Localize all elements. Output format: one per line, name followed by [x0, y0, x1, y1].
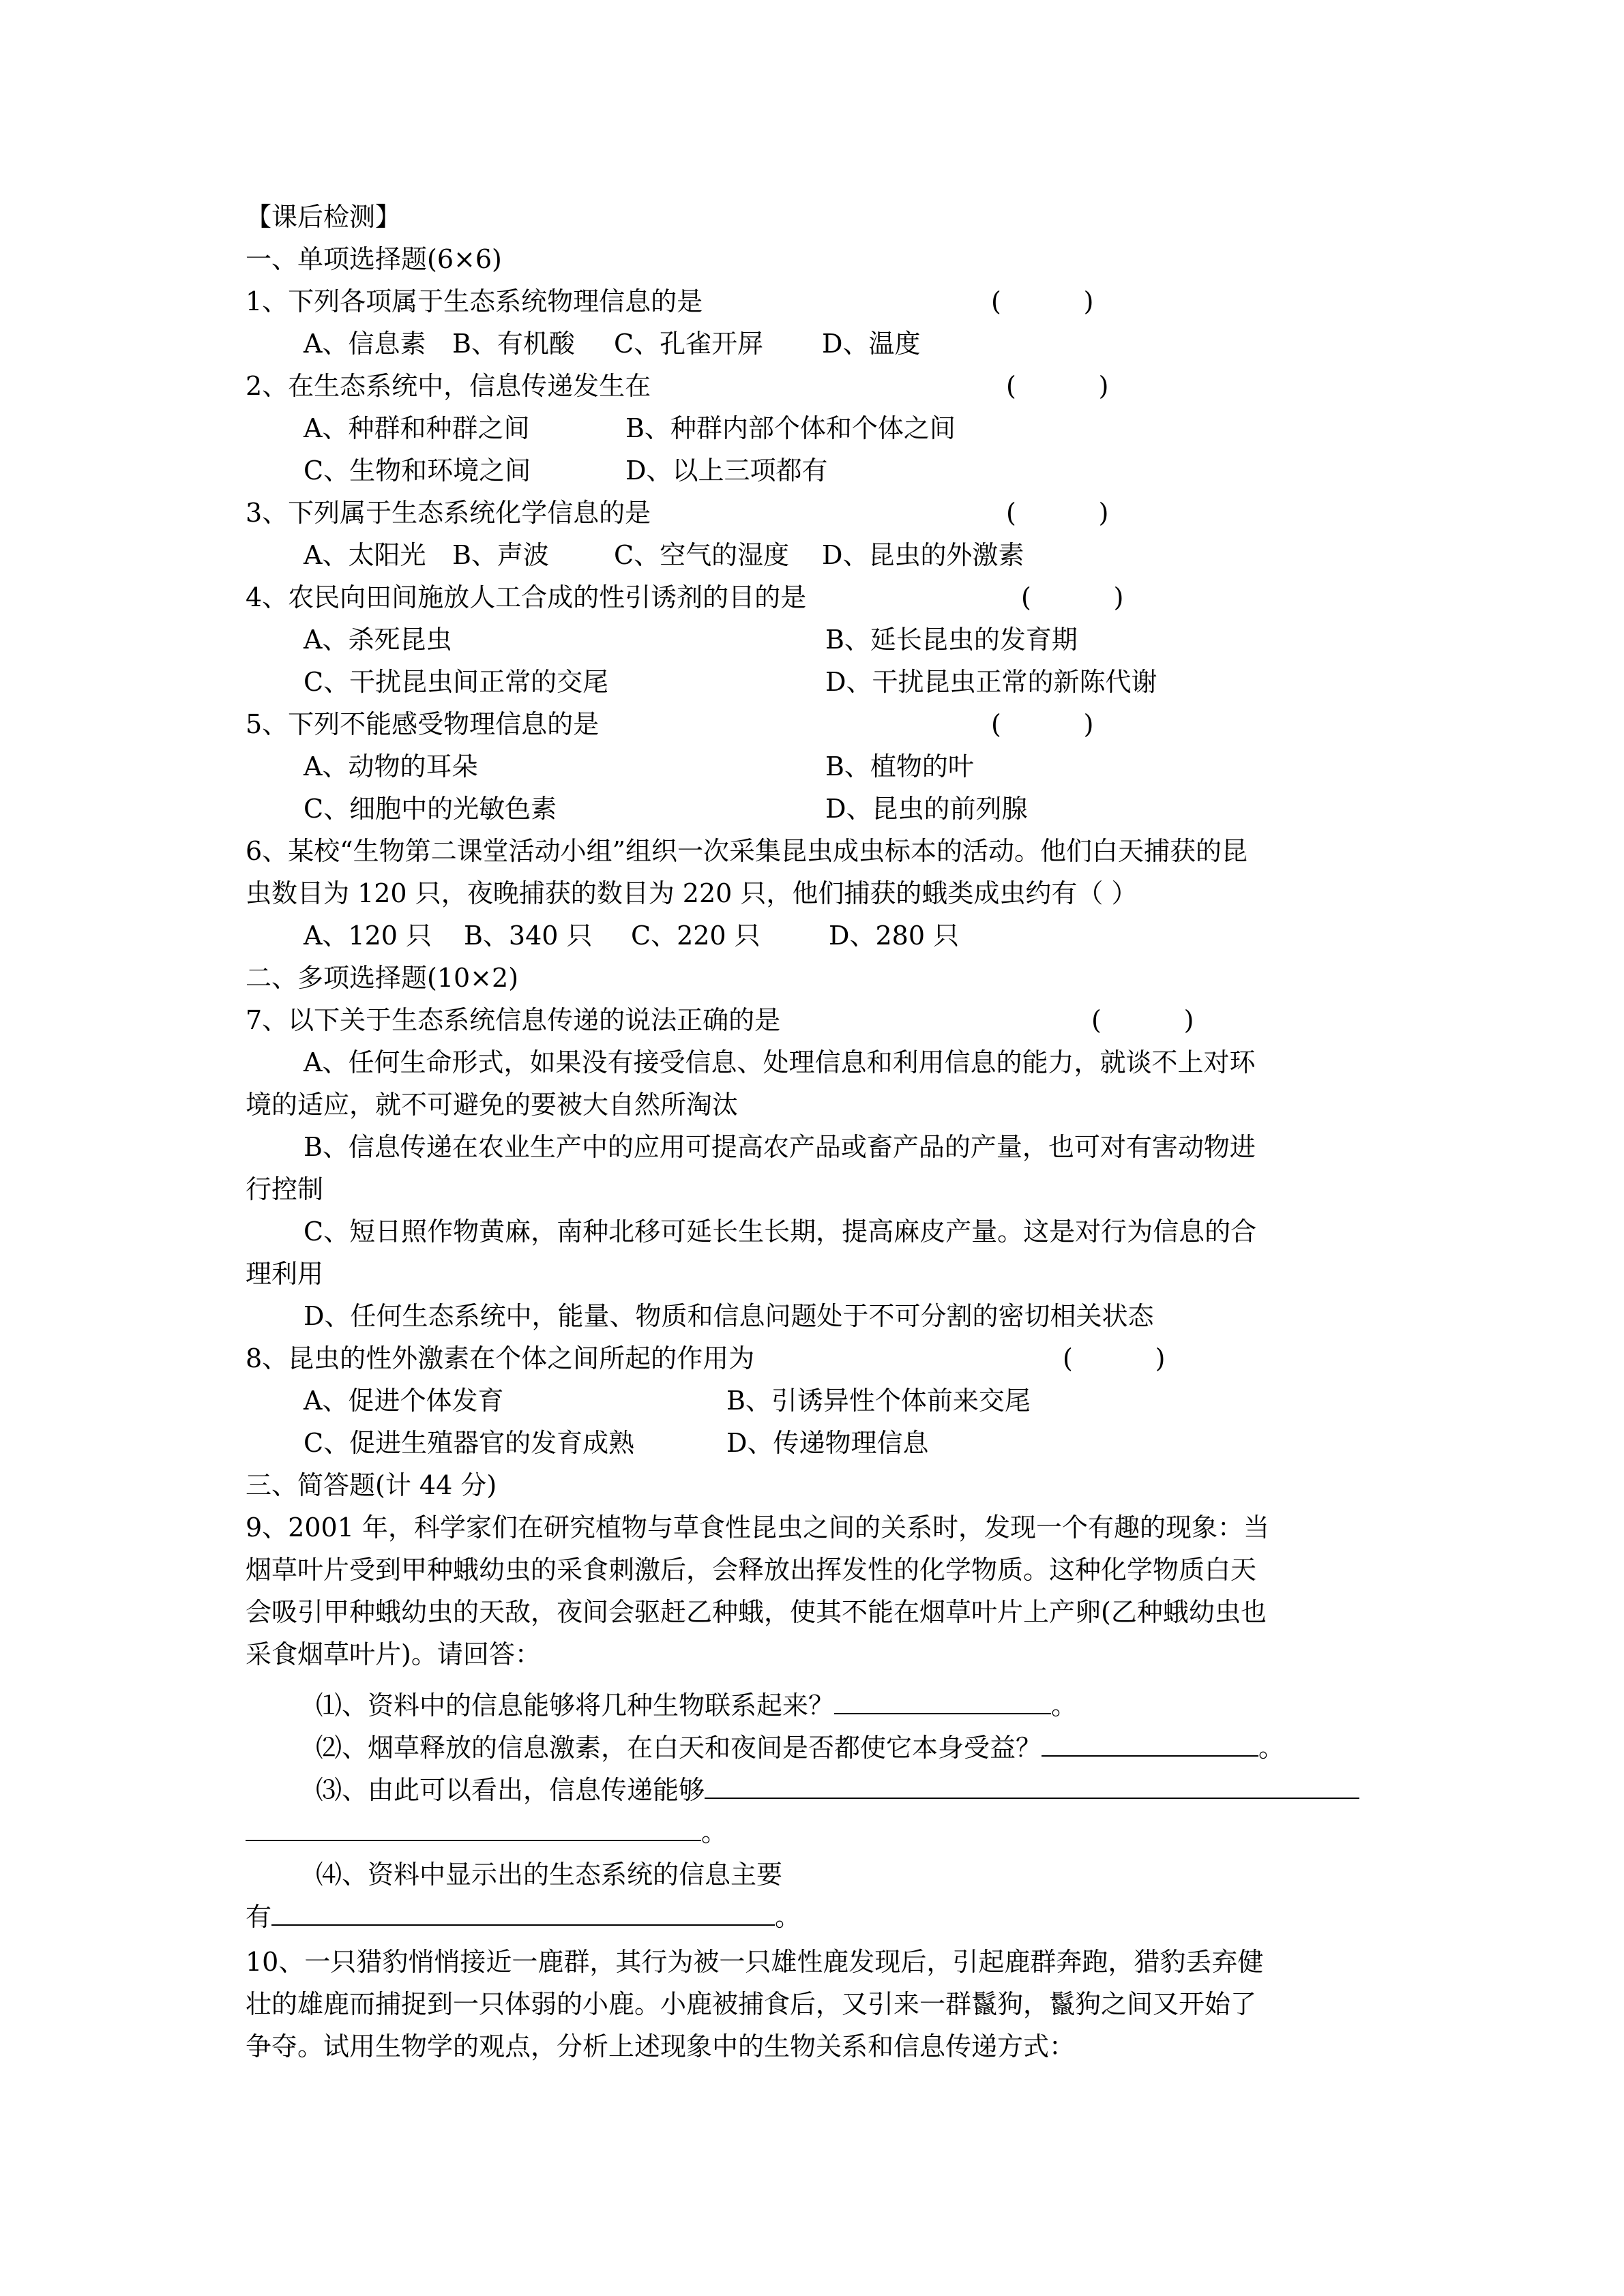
- question-7-option-c-line2: 理利用: [246, 1259, 324, 1289]
- question-2-options-row2: [304, 452, 1443, 489]
- option-d: D、温度: [822, 329, 921, 359]
- answer-parentheses: ( ): [1091, 1005, 1194, 1035]
- option-a: A、太阳光: [304, 540, 426, 570]
- question-1-options: [304, 325, 1443, 362]
- question-9-line1: 9、2001 年，科学家们在研究植物与草食性昆虫之间的关系时，发现一个有趣的现象：当: [246, 1512, 1269, 1542]
- option-c: C、细胞中的光敏色素: [304, 794, 557, 824]
- option-d: D、传递物理信息: [726, 1428, 929, 1458]
- period: 。: [775, 1902, 801, 1932]
- question-9-sub2: [316, 1729, 1455, 1766]
- option-c: C、空气的湿度: [614, 540, 790, 570]
- answer-parentheses: ( ): [1006, 371, 1109, 401]
- question-4-options-row2: [304, 664, 1443, 700]
- answer-parentheses: ( ): [1063, 1343, 1166, 1373]
- question-7-option-a-line1: A、任何生命形式，如果没有接受信息、处理信息和利用信息的能力，就谈不上对环: [304, 1047, 1256, 1077]
- answer-blank[interactable]: [1042, 1731, 1258, 1757]
- option-c: C、生物和环境之间: [304, 456, 531, 486]
- question-9-line2: 烟草叶片受到甲种蛾幼虫的采食刺激后，会释放出挥发性的化学物质。这种化学物质白天: [246, 1555, 1257, 1585]
- option-b: B、引诱异性个体前来交尾: [726, 1386, 1031, 1416]
- section-title: 【课后检测】: [246, 202, 402, 232]
- answer-blank[interactable]: [271, 1900, 775, 1926]
- answer-blank[interactable]: [834, 1688, 1051, 1714]
- option-c: C、促进生殖器官的发育成熟: [304, 1428, 635, 1458]
- question-stem: 2、在生态系统中，信息传递发生在: [246, 371, 651, 401]
- question-stem: 3、下列属于生态系统化学信息的是: [246, 498, 651, 528]
- option-a: A、杀死昆虫: [304, 625, 452, 655]
- question-stem: 4、农民向田间施放人工合成的性引诱剂的目的是: [246, 582, 807, 612]
- question-stem: 8、昆虫的性外激素在个体之间所起的作用为: [246, 1343, 755, 1373]
- question-8: [246, 1340, 1385, 1377]
- answer-blank[interactable]: [246, 1815, 701, 1841]
- question-6-options: [304, 917, 1443, 954]
- question-5-options-row1: [304, 748, 1443, 785]
- question-3: [246, 494, 1385, 531]
- option-a: A、120 只: [304, 921, 432, 951]
- part2-heading: 二、多项选择题(10×2): [246, 963, 519, 993]
- option-b: B、有机酸: [452, 329, 575, 359]
- question-8-options-row1: [304, 1382, 1443, 1419]
- question-6-line1: 6、某校“生物第二课堂活动小组”组织一次采集昆虫成虫标本的活动。他们白天捕获的昆: [246, 836, 1248, 866]
- question-9-sub1: [316, 1687, 1455, 1724]
- option-c: C、孔雀开屏: [614, 329, 764, 359]
- question-9-sub3: [316, 1772, 1455, 1808]
- sub-question-text: ⑵、烟草释放的信息激素，在白天和夜间是否都使它本身受益？: [316, 1733, 1042, 1763]
- option-c: C、220 只: [631, 921, 761, 951]
- question-4: [246, 579, 1385, 616]
- question-6-line2: 虫数目为 120 只，夜晚捕获的数目为 220 只，他们捕获的蛾类成虫约有（ ）: [246, 878, 1138, 908]
- question-5: [246, 706, 1385, 743]
- question-8-options-row2: [304, 1425, 1443, 1461]
- question-10-line2: 壮的雄鹿而捕捉到一只体弱的小鹿。小鹿被捕食后，又引来一群鬣狗，鬣狗之间又开始了: [246, 1989, 1257, 2019]
- period: 。: [1051, 1690, 1078, 1720]
- option-b: B、种群内部个体和个体之间: [625, 413, 956, 443]
- question-10-line3: 争夺。试用生物学的观点，分析上述现象中的生物关系和信息传递方式：: [246, 2031, 1076, 2061]
- question-stem: 5、下列不能感受物理信息的是: [246, 709, 600, 739]
- question-9-sub4: ⑷、资料中显示出的生态系统的信息主要: [316, 1860, 783, 1890]
- question-4-options-row1: [304, 621, 1443, 658]
- question-7-option-b-line1: B、信息传递在农业生产中的应用可提高农产品或畜产品的产量，也可对有害动物进: [304, 1132, 1256, 1162]
- question-stem: 1、下列各项属于生态系统物理信息的是: [246, 286, 703, 316]
- option-d: D、280 只: [829, 921, 960, 951]
- question-1: [246, 283, 1385, 320]
- option-d: D、昆虫的外激素: [822, 540, 1024, 570]
- period: 。: [1258, 1733, 1285, 1763]
- option-b: B、延长昆虫的发育期: [825, 625, 1078, 655]
- period: 。: [701, 1817, 728, 1847]
- option-a: A、动物的耳朵: [304, 751, 478, 781]
- question-2: [246, 368, 1385, 404]
- option-b: B、340 只: [464, 921, 593, 951]
- answer-parentheses: ( ): [991, 286, 1094, 316]
- answer-parentheses: ( ): [1021, 582, 1124, 612]
- question-2-options-row1: [304, 410, 1443, 447]
- option-b: B、植物的叶: [825, 751, 974, 781]
- question-stem: 7、以下关于生态系统信息传递的说法正确的是: [246, 1005, 781, 1035]
- option-a: A、种群和种群之间: [304, 413, 530, 443]
- option-c: C、干扰昆虫间正常的交尾: [304, 667, 609, 697]
- question-3-options: [304, 537, 1443, 573]
- question-10-line1: 10、一只猎豹悄悄接近一鹿群，其行为被一只雄性鹿发现后，引起鹿群奔跑，猎豹丢弃健: [246, 1947, 1264, 1977]
- part3-heading: 三、简答题(计 44 分): [246, 1470, 497, 1500]
- question-9-sub3-cont: [246, 1814, 1385, 1851]
- question-9-sub4-cont: [246, 1898, 1385, 1935]
- sub-question-text: 有: [246, 1902, 272, 1932]
- question-7-option-a-line2: 境的适应，就不可避免的要被大自然所淘汰: [246, 1090, 739, 1120]
- answer-parentheses: ( ): [991, 709, 1094, 739]
- question-7-option-d: D、任何生态系统中，能量、物质和信息问题处于不可分割的密切相关状态: [304, 1301, 1154, 1331]
- sub-question-text: ⑶、由此可以看出，信息传递能够: [316, 1775, 705, 1805]
- question-7-option-b-line2: 行控制: [246, 1174, 324, 1204]
- answer-blank[interactable]: [705, 1773, 1359, 1799]
- option-d: D、以上三项都有: [625, 456, 828, 486]
- option-d: D、干扰昆虫正常的新陈代谢: [825, 667, 1157, 697]
- option-b: B、声波: [452, 540, 549, 570]
- option-d: D、昆虫的前列腺: [825, 794, 1028, 824]
- part1-heading: 一、单项选择题(6×6): [246, 244, 502, 274]
- sub-question-text: ⑴、资料中的信息能够将几种生物联系起来？: [316, 1690, 835, 1720]
- question-9-line3: 会吸引甲种蛾幼虫的天敌，夜间会驱赶乙种蛾，使其不能在烟草叶片上产卵(乙种蛾幼虫也: [246, 1597, 1267, 1627]
- answer-parentheses: ( ): [1006, 498, 1109, 528]
- option-a: A、信息素: [304, 329, 426, 359]
- question-7-option-c-line1: C、短日照作物黄麻，南种北移可延长生长期，提高麻皮产量。这是对行为信息的合: [304, 1217, 1257, 1247]
- option-a: A、促进个体发育: [304, 1386, 504, 1416]
- question-7: [246, 1002, 1385, 1039]
- question-9-line4: 采食烟草叶片)。请回答：: [246, 1639, 541, 1669]
- question-5-options-row2: [304, 790, 1443, 827]
